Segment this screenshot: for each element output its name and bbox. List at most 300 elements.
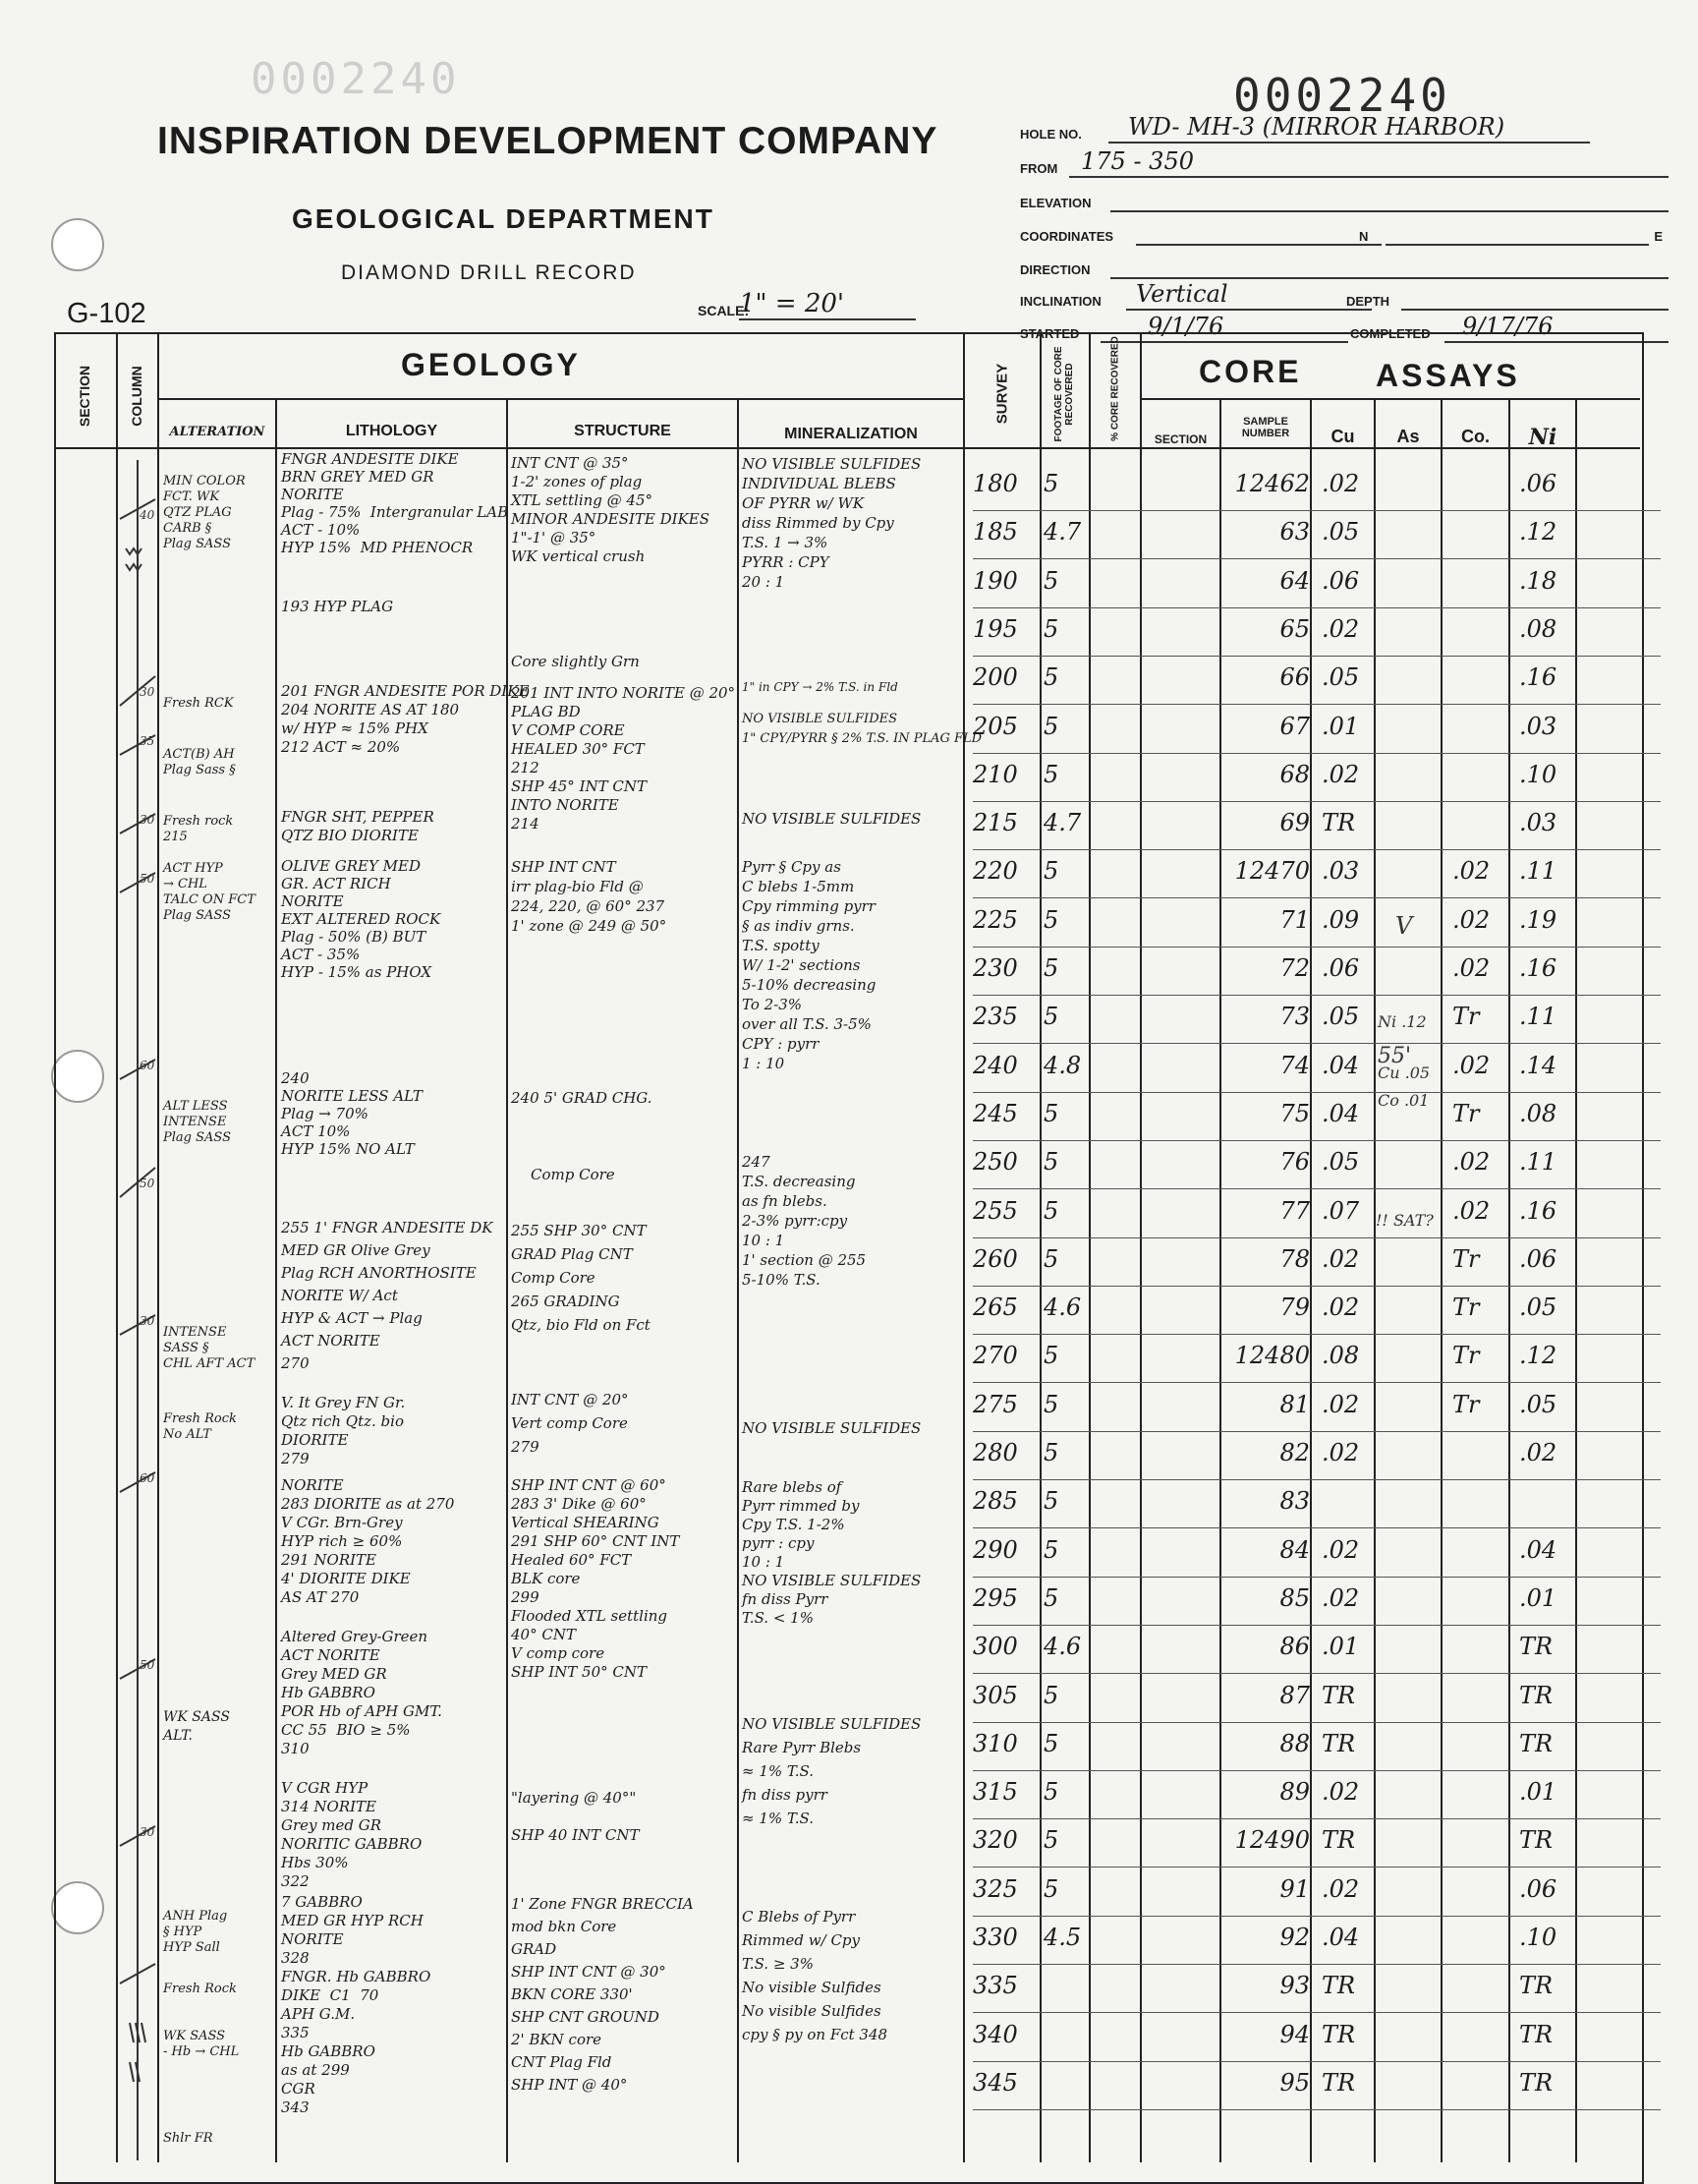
survey-depth: 225 [973, 905, 1018, 934]
sample-number: 89 [1279, 1778, 1310, 1807]
core-header: CORE [1199, 354, 1302, 389]
structure-note: 255 SHP 30° CNT GRAD Plag CNT Comp Core 265 GRADING Qtz, bio Fld on Fct [511, 1222, 651, 1334]
ni-value: .16 [1519, 1196, 1557, 1225]
sample-number: 93 [1279, 1972, 1310, 2000]
co-value: Tr [1452, 1342, 1480, 1370]
lithology-header: LITHOLOGY [345, 423, 438, 439]
alteration-note: ACT HYP → CHL TALC ON FCT Plag SASS [163, 861, 255, 923]
footage-value: 5 [1044, 663, 1059, 692]
footage-value: 5 [1044, 1729, 1059, 1757]
ni-value: TR [1519, 1972, 1554, 2000]
ni-value: .11 [1519, 857, 1557, 886]
strip-log-column [116, 450, 159, 2160]
column-dip-label: 30 [140, 1825, 155, 1839]
footage-value: 5 [1044, 954, 1059, 982]
footage-value: 5 [1044, 1099, 1059, 1127]
as-header: As [1396, 427, 1420, 446]
scale-value: 1" = 20' [739, 289, 916, 320]
footage-header: FOOTAGE OF CORE RECOVERED [1053, 346, 1075, 442]
ni-annotation: Ni .12 [1378, 1012, 1427, 1031]
survey-depth: 215 [973, 809, 1018, 837]
survey-depth: 305 [973, 1681, 1018, 1709]
table-row [973, 656, 1661, 705]
alteration-note: ACT(B) AH Plag Sass § [163, 747, 236, 777]
sample-number: 12462 [1234, 470, 1310, 497]
sample-number: 74 [1279, 1051, 1310, 1079]
mineralization-note: Rare blebs of Pyrr rimmed by Cpy T.S. 1-2% pyrr : cpy 10 : 1 NO VISIBLE SULFIDES fn diss Pyrr T.S. < 1% [742, 1478, 922, 1627]
ni-value: .06 [1519, 470, 1557, 497]
table-row [973, 995, 1661, 1044]
sample-number: 73 [1279, 1003, 1310, 1031]
hole-no-label: HOLE NO. [1020, 127, 1082, 142]
geology-header: GEOLOGY [401, 347, 581, 382]
structure-note: INT CNT @ 35° 1-2' zones of plag XTL settling @ 45° MINOR ANDESITE DIKES 1"-1' @ 35° WK vertical crush [511, 454, 710, 565]
survey-depth: 235 [973, 1003, 1018, 1031]
footage-value: 5 [1044, 760, 1059, 788]
survey-depth: 190 [973, 566, 1018, 595]
cu-value: .02 [1322, 1778, 1360, 1807]
survey-depth: 340 [973, 2020, 1018, 2048]
sample-number: 84 [1279, 1535, 1310, 1564]
table-row [973, 1625, 1661, 1674]
ni-value: .06 [1519, 1874, 1557, 1903]
ni-value: .04 [1519, 1535, 1557, 1564]
ni-value: .01 [1519, 1583, 1557, 1612]
sample-number: 71 [1279, 905, 1310, 934]
mineralization-note: 247 T.S. decreasing as fn blebs. 2-3% pyrr:cpy 10 : 1 1' section @ 255 5-10% T.S. [742, 1153, 867, 1289]
ni-value: .03 [1519, 809, 1557, 837]
sample-number: 87 [1279, 1681, 1310, 1709]
co-value: .02 [1452, 954, 1491, 982]
cu-value: TR [1322, 1729, 1356, 1757]
footage-value: 5 [1044, 1003, 1059, 1031]
depth-label: DEPTH [1346, 294, 1390, 309]
table-row [973, 510, 1661, 559]
ni-value: .19 [1519, 905, 1557, 934]
footage-value: 4.6 [1044, 1633, 1082, 1661]
co-value: Tr [1452, 1244, 1480, 1273]
survey-depth: 285 [973, 1487, 1018, 1516]
cu-value: .04 [1322, 1099, 1360, 1127]
cu-value: .05 [1322, 663, 1360, 692]
inclination-label: INCLINATION [1020, 294, 1102, 309]
column-dip-label: 30 [140, 685, 155, 699]
survey-depth: 320 [973, 1826, 1018, 1855]
lithology-note: NORITE 283 DIORITE as at 270 V CGr. Brn-Grey HYP rich ≥ 60% 291 NORITE 4' DIORITE DIKE AS AT 270 [281, 1476, 455, 1606]
survey-depth: 300 [973, 1633, 1018, 1661]
footage-value: 5 [1044, 1487, 1059, 1516]
inclination-value: Vertical [1136, 280, 1228, 308]
survey-depth: 180 [973, 470, 1018, 497]
table-row [973, 1479, 1661, 1528]
cu-value: TR [1322, 809, 1356, 837]
cu-value: .02 [1322, 1583, 1360, 1612]
from-label: FROM [1020, 161, 1058, 176]
sample-number: 91 [1279, 1874, 1310, 1903]
table-row [973, 462, 1661, 511]
survey-depth: 280 [973, 1439, 1018, 1466]
sample-number-header: SAMPLE NUMBER [1241, 416, 1290, 439]
column-dip-label: 60 [140, 1471, 155, 1485]
ni-value: TR [1519, 1681, 1554, 1709]
survey-depth: 245 [973, 1099, 1018, 1127]
cu-value: .02 [1322, 1390, 1360, 1418]
ni-value: .08 [1519, 1099, 1557, 1127]
sample-number: 95 [1279, 2068, 1310, 2097]
coordinates-e-label: E [1654, 229, 1663, 244]
ni-header: Ni [1528, 425, 1557, 450]
ni-value: .11 [1519, 1148, 1557, 1177]
table-row [973, 607, 1661, 657]
from-value: 175 - 350 [1081, 147, 1194, 175]
footage-value: 4.7 [1044, 518, 1082, 546]
cu-value: .01 [1322, 712, 1360, 740]
table-row [973, 801, 1661, 850]
coordinates-label: COORDINATES [1020, 229, 1114, 244]
sample-number: 94 [1279, 2020, 1310, 2048]
cu-value: .05 [1322, 518, 1360, 546]
lithology-note: 255 1' FNGR ANDESITE DK MED GR Olive Grey Plag RCH ANORTHOSITE NORITE W/ Act HYP & ACT → Plag ACT NORITE 270 [281, 1219, 493, 1372]
footage-value: 5 [1044, 614, 1059, 643]
survey-depth: 240 [973, 1051, 1018, 1079]
column-dip-label: 50 [140, 1177, 155, 1190]
survey-depth: 265 [973, 1293, 1018, 1322]
survey-depth: 220 [973, 857, 1018, 886]
ni-value: .05 [1519, 1293, 1557, 1322]
footage-value: 5 [1044, 1681, 1059, 1709]
survey-depth: 250 [973, 1148, 1018, 1177]
lithology-note: V CGR HYP 314 NORITE Grey med GR NORITIC GABBRO Hbs 30% 322 [281, 1779, 423, 1890]
table-row [973, 1916, 1661, 1965]
co-value: .02 [1452, 1148, 1491, 1177]
footage-value: 5 [1044, 1196, 1059, 1225]
sample-number: 85 [1279, 1583, 1310, 1612]
mineralization-note: C Blebs of Pyrr Rimmed w/ Cpy T.S. ≥ 3% No visible Sulfides No visible Sulfides cpy § py on Fct 348 [742, 1908, 888, 2043]
cu-value: .02 [1322, 760, 1360, 788]
cu-value: .09 [1322, 905, 1360, 934]
survey-depth: 255 [973, 1196, 1018, 1225]
completed-label: COMPLETED [1350, 326, 1431, 341]
cu-value: .05 [1322, 1003, 1360, 1031]
sample-number: 72 [1279, 954, 1310, 982]
ni-value: .02 [1519, 1439, 1557, 1466]
record-type: DIAMOND DRILL RECORD [341, 261, 637, 284]
survey-depth: 200 [973, 663, 1018, 692]
co-value: Tr [1452, 1099, 1480, 1127]
mineralization-note: NO VISIBLE SULFIDES INDIVIDUAL BLEBS OF PYRR w/ WK diss Rimmed by Cpy T.S. 1 → 3% PYRR : CPY 20 : 1 [742, 455, 922, 591]
sample-number: 63 [1279, 518, 1310, 546]
footage-value: 5 [1044, 857, 1059, 886]
footage-value: 5 [1044, 1244, 1059, 1273]
structure-note: "layering @ 40°" SHP 40 INT CNT [511, 1789, 640, 1844]
ni-value: .12 [1519, 1342, 1557, 1370]
cu-value: TR [1322, 1826, 1356, 1855]
cu-value: .02 [1322, 1244, 1360, 1273]
ni-value: .05 [1519, 1390, 1557, 1418]
co-value: .02 [1452, 1051, 1491, 1079]
alteration-note: Fresh rock 215 [163, 814, 234, 844]
table-row [973, 1674, 1661, 1723]
ni-value: .18 [1519, 566, 1557, 595]
structure-note: INT CNT @ 20° Vert comp Core 279 [511, 1391, 629, 1456]
sample-number: 69 [1279, 809, 1310, 837]
lithology-note: 201 FNGR ANDESITE POR DIKE 204 NORITE AS AT 180 w/ HYP ≈ 15% PHX 212 ACT ≈ 20% [281, 682, 530, 756]
mineralization-note: Pyrr § Cpy as C blebs 1-5mm Cpy rimming pyrr § as indiv grns. T.S. spotty W/ 1-2' sections 5-10% decreasing To 2-3% over all T.S. 3-5% CPY : pyrr 1 : 10 [742, 858, 877, 1072]
lithology-note: 7 GABBRO MED GR HYP RCH NORITE 328 FNGR. Hb GABBRO DIKE C1 70 APH G.M. 335 Hb GABBRO as at 299 CGR 343 [281, 1893, 431, 2116]
sample-number: 86 [1279, 1633, 1310, 1661]
table-row [973, 1286, 1661, 1335]
elevation-label: ELEVATION [1020, 196, 1092, 210]
alteration-note: WK SASS - Hb → CHL [163, 2029, 240, 2059]
table-row [973, 1528, 1661, 1578]
table-row [973, 1334, 1661, 1383]
inclination-field [1020, 280, 1669, 311]
sample-number: 12480 [1234, 1342, 1310, 1370]
cu-value: TR [1322, 1972, 1356, 2000]
ni-value: .11 [1519, 1003, 1557, 1031]
table-row [973, 1868, 1661, 1917]
table-row [973, 2061, 1661, 2110]
scale-label: SCALE: [698, 303, 750, 318]
co-header: Co. [1461, 427, 1490, 446]
lithology-note: FNGR SHT, PEPPER QTZ BIO DIORITE [281, 808, 434, 844]
cu-value: TR [1322, 2068, 1356, 2097]
sample-number: 79 [1279, 1293, 1310, 1322]
form-number: G-102 [67, 298, 146, 329]
arrow-annotation: V [1395, 912, 1413, 940]
cu-value: .06 [1322, 566, 1360, 595]
footage-value: 4.6 [1044, 1293, 1082, 1322]
sample-number: 64 [1279, 566, 1310, 595]
survey-depth: 230 [973, 954, 1018, 982]
alteration-note: INTENSE SASS § CHL AFT ACT [163, 1325, 255, 1371]
column-hatch [126, 548, 142, 570]
coordinates-n-label: N [1359, 229, 1369, 244]
table-row [973, 1140, 1661, 1189]
structure-note: SHP INT CNT irr plag-bio Fld @ 224, 220, @ 60° 237 1' zone @ 249 @ 50° [511, 858, 667, 935]
from-field [1020, 147, 1669, 178]
table-row [973, 1577, 1661, 1626]
co-value: Tr [1452, 1390, 1480, 1418]
sample-number: 92 [1279, 1924, 1310, 1951]
table-row [973, 1092, 1661, 1141]
cu-value: .05 [1322, 1148, 1360, 1177]
footage-value: 5 [1044, 712, 1059, 740]
mineralization-note: NO VISIBLE SULFIDES [742, 810, 922, 828]
core-section-header: SECTION [1154, 432, 1208, 446]
sample-number: 12490 [1234, 1826, 1310, 1855]
survey-depth: 195 [973, 614, 1018, 643]
completed-value: 9/17/76 [1462, 313, 1554, 340]
ni-value: .14 [1519, 1051, 1557, 1079]
survey-depth: 270 [973, 1342, 1018, 1370]
alteration-note: Shlr FR [163, 2131, 213, 2146]
structure-note: Core slightly Grn [511, 653, 640, 670]
co-value: Tr [1452, 1003, 1480, 1031]
hole-no-value: WD- MH-3 (MIRROR HARBOR) [1128, 113, 1505, 141]
ghost-document-number: 0002240 [251, 54, 461, 104]
alteration-note: Fresh Rock [163, 1982, 237, 1996]
sample-number: 66 [1279, 663, 1310, 692]
document-number: 0002240 [1233, 69, 1451, 122]
alteration-note: MIN COLOR FCT. WK QTZ PLAG CARB § Plag SASS [163, 474, 246, 551]
binder-hole-top [51, 218, 104, 271]
sat-annotation: !! SAT? [1376, 1211, 1434, 1230]
table-row [973, 1189, 1661, 1238]
column-dip-label: 30 [140, 1314, 155, 1328]
column-dip-label: 50 [140, 872, 155, 886]
table-row [973, 947, 1661, 996]
scale-field [698, 289, 845, 318]
footage-value: 5 [1044, 1535, 1059, 1564]
table-row [973, 1770, 1661, 1819]
cu-value: .02 [1322, 1439, 1360, 1466]
department-name: GEOLOGICAL DEPARTMENT [292, 203, 714, 234]
footage-value: 4.7 [1044, 809, 1082, 837]
column-dip-label: 50 [140, 1658, 155, 1672]
survey-depth: 335 [973, 1972, 1018, 2000]
survey-depth: 315 [973, 1778, 1018, 1807]
co-value: .02 [1452, 857, 1491, 886]
sample-number: 83 [1279, 1487, 1310, 1516]
footage-value: 4.8 [1044, 1051, 1082, 1079]
ni-value: .01 [1519, 1778, 1557, 1807]
mineralization-note: NO VISIBLE SULFIDES [742, 1419, 922, 1437]
sample-number: 65 [1279, 614, 1310, 643]
footage-value: 5 [1044, 1148, 1059, 1177]
survey-depth: 310 [973, 1729, 1018, 1757]
alteration-note: Fresh Rock No ALT [163, 1411, 237, 1442]
ni-value: TR [1519, 2020, 1554, 2048]
footage-value: 5 [1044, 1583, 1059, 1612]
hole-no-field [1020, 113, 1669, 144]
survey-depth: 260 [973, 1244, 1018, 1273]
footage-value: 5 [1044, 1826, 1059, 1855]
sample-number: 75 [1279, 1099, 1310, 1127]
structure-note: Comp Core [531, 1166, 615, 1183]
cu-value: .02 [1322, 1874, 1360, 1903]
table-row [973, 898, 1661, 948]
sample-number: 67 [1279, 712, 1310, 740]
footage-value: 5 [1044, 566, 1059, 595]
ni-value: TR [1519, 1729, 1554, 1757]
cu-annotation: Cu .05 [1378, 1063, 1431, 1082]
elevation-field [1020, 187, 1669, 212]
footage-value: 5 [1044, 470, 1059, 497]
column-header: COLUMN [129, 366, 144, 427]
survey-header: SURVEY [993, 363, 1011, 425]
table-row [973, 1431, 1661, 1480]
pct-core-header: % CORE RECOVERED [1109, 336, 1121, 441]
lithology-note: 193 HYP PLAG [281, 598, 394, 615]
alteration-header: ALTERATION [169, 425, 265, 439]
footage-value: 5 [1044, 1390, 1059, 1418]
lithology-note: Altered Grey-Green ACT NORITE Grey MED GR Hb GABBRO POR Hb of APH GMT. CC 55 BIO ≥ 5% 310 [281, 1628, 442, 1757]
footage-value: 5 [1044, 1874, 1059, 1903]
cu-value: .01 [1322, 1633, 1360, 1661]
cu-value: .02 [1322, 470, 1360, 497]
mineralization-note: NO VISIBLE SULFIDES 1" CPY/PYRR § 2% T.S. IN PLAG FLD [742, 712, 983, 746]
direction-field [1020, 254, 1669, 279]
sample-number: 68 [1279, 760, 1310, 788]
started-value: 9/1/76 [1148, 313, 1224, 340]
survey-depth: 325 [973, 1874, 1018, 1903]
section-header: SECTION [77, 365, 92, 428]
cu-value: .03 [1322, 857, 1360, 886]
cu-value: .07 [1322, 1196, 1360, 1225]
structure-note: 240 5' GRAD CHG. [511, 1089, 652, 1107]
table-row [973, 1383, 1661, 1432]
survey-depth: 185 [973, 518, 1018, 546]
mineralization-header: MINERALIZATION [784, 426, 918, 442]
column-dip-label: 60 [140, 1059, 155, 1072]
column-dip-label: 35 [140, 734, 155, 748]
cu-value: .04 [1322, 1051, 1360, 1079]
cu-value: .04 [1322, 1924, 1360, 1951]
ni-value: .10 [1519, 1924, 1557, 1951]
mineralization-note: NO VISIBLE SULFIDES Rare Pyrr Blebs ≈ 1% T.S. fn diss pyrr ≈ 1% T.S. [742, 1715, 922, 1827]
sample-number: 88 [1279, 1729, 1310, 1757]
structure-header: STRUCTURE [574, 423, 671, 439]
mineralization-note: 1" in CPY → 2% T.S. in Fld [742, 680, 898, 694]
structure-note: 201 INT INTO NORITE @ 20° PLAG BD V COMP CORE HEALED 30° FCT 212 SHP 45° INT CNT INTO NORITE 214 [511, 684, 736, 833]
cu-value: TR [1322, 2020, 1356, 2048]
ni-value: TR [1519, 1826, 1554, 1855]
lithology-note: V. It Grey FN Gr. Qtz rich Qtz. bio DIORITE 279 [281, 1394, 406, 1467]
survey-depth: 295 [973, 1583, 1018, 1612]
table-row [973, 1722, 1661, 1771]
table-row [973, 1044, 1661, 1093]
survey-depth: 275 [973, 1390, 1018, 1418]
cu-value: .06 [1322, 954, 1360, 982]
footage-value: 5 [1044, 1778, 1059, 1807]
structure-note: SHP INT CNT @ 60° 283 3' Dike @ 60° Vertical SHEARING 291 SHP 60° CNT INT Healed 60° FCT BLK core 299 Flooded XTL settling 40° CNT V comp core SHP INT 50° CNT [511, 1476, 680, 1681]
co-annotation: Co .01 [1378, 1091, 1430, 1110]
depth-55-annotation: 55' [1378, 1044, 1412, 1068]
cu-value: .02 [1322, 614, 1360, 643]
direction-label: DIRECTION [1020, 262, 1091, 277]
cu-value: .02 [1322, 1293, 1360, 1322]
footage-value: 5 [1044, 1439, 1059, 1466]
table-row [973, 705, 1661, 754]
structure-note: 1' Zone FNGR BRECCIA mod bkn Core GRAD SHP INT CNT @ 30° BKN CORE 330' SHP CNT GROUND 2' BKN core CNT Plag Fld SHP INT @ 40° [511, 1895, 694, 2094]
ni-value: .08 [1519, 614, 1557, 643]
sample-number: 81 [1279, 1390, 1310, 1418]
assays-header: ASSAYS [1376, 358, 1520, 393]
cu-header: Cu [1330, 427, 1355, 446]
ni-value: .16 [1519, 663, 1557, 692]
ni-value: .12 [1519, 518, 1557, 546]
co-value: .02 [1452, 1196, 1491, 1225]
sample-number: 78 [1279, 1244, 1310, 1273]
alteration-note: Fresh RCK [163, 696, 234, 711]
column-dip-label: 30 [140, 813, 155, 827]
footage-value: 5 [1044, 1342, 1059, 1370]
ni-value: TR [1519, 1633, 1554, 1661]
co-value: .02 [1452, 905, 1491, 934]
table-row [973, 2013, 1661, 2062]
column-dip-label: 40 [140, 508, 155, 522]
sample-number: 76 [1279, 1148, 1310, 1177]
table-row [973, 849, 1661, 898]
ni-value: TR [1519, 2068, 1554, 2097]
lithology-note: FNGR ANDESITE DIKE BRN GREY MED GR NORITE Plag - 75% Intergranular LAB ACT - 10% HYP 15% MD PHENOCR [281, 450, 509, 556]
table-row [973, 1964, 1661, 2013]
ni-value: .03 [1519, 712, 1557, 740]
survey-depth: 290 [973, 1535, 1018, 1564]
footage-value: 5 [1044, 905, 1059, 934]
alteration-note: WK SASS ALT. [163, 1709, 230, 1744]
